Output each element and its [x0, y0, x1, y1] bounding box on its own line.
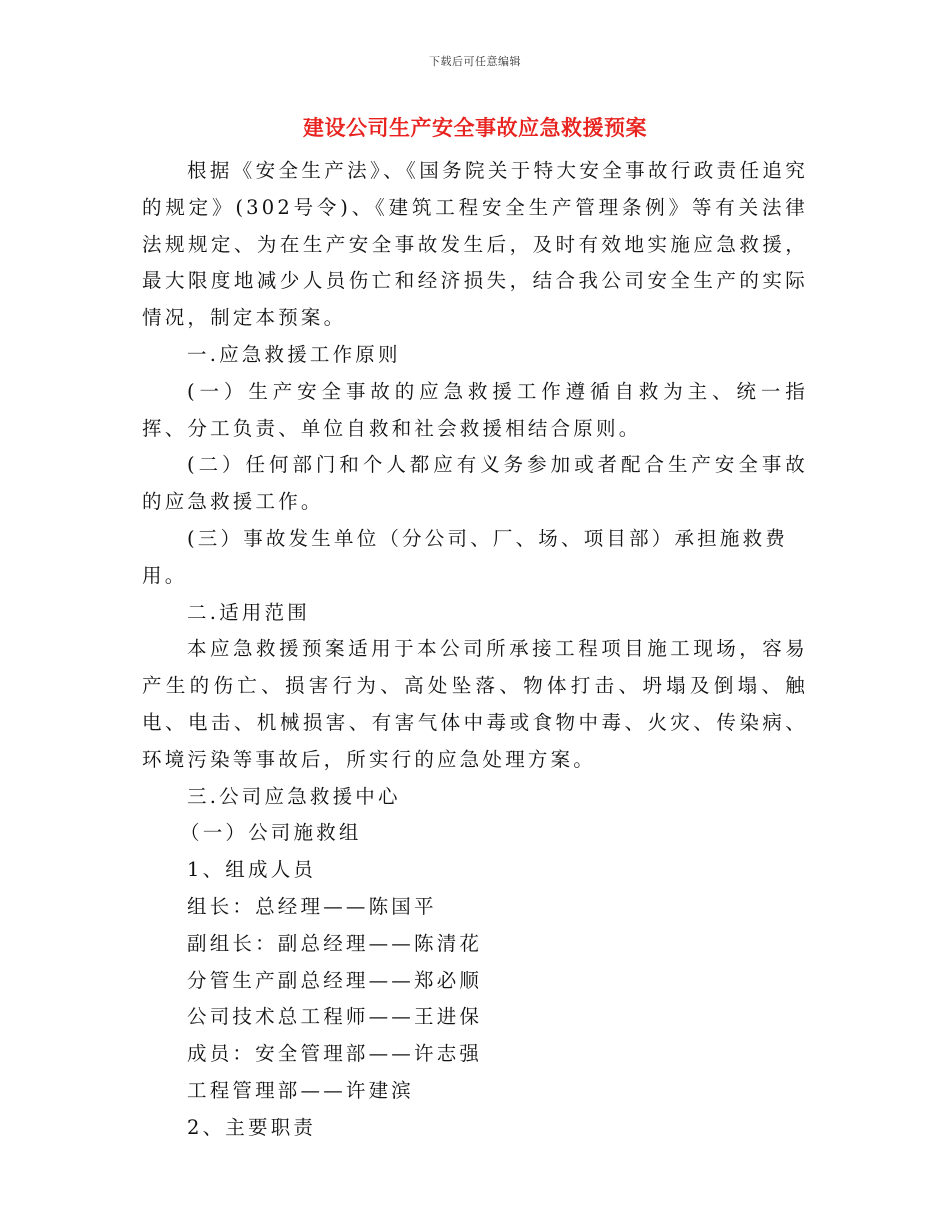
section-heading-center: 三.公司应急救援中心: [187, 784, 401, 808]
member-leader: 组长：总经理——陈国平: [187, 894, 437, 918]
intro-paragraph: 根据《安全生产法》、《国务院关于特大安全事故行政责任追究的规定》(302号令)、《建筑工程安全生产管理条例》等有关法律法规规定、为在生产安全事故发生后，及时有效地实施应急救援，最大限度地减少人员伤亡和经济损失，结合我公司安全生产的实际情况，制定本预案。: [142, 159, 808, 330]
document-body: [142, 153, 808, 1147]
principle-item-1: (一）生产安全事故的应急救援工作遵循自救为主、统一指挥、分工负责、单位自救和社会救援相结合原则。: [142, 379, 808, 440]
principle-item-2: (二）任何部门和个人都应有义务参加或者配合生产安全事故的应急救援工作。: [142, 453, 808, 514]
document-title: 建设公司生产安全事故应急救援预案: [303, 116, 647, 140]
scope-paragraph: 本应急救援预案适用于本公司所承接工程项目施工现场，容易产生的伤亡、损害行为、高处坠落、物体打击、坍塌及倒塌、触电、电击、机械损害、有害气体中毒或食物中毒、火灾、传染病、环境污染等事故后，所实行的应急处理方案。: [142, 637, 808, 771]
member-safety-dept: 成员：安全管理部——许志强: [187, 1042, 483, 1066]
header-note: 下载后可任意编辑: [429, 55, 521, 68]
list-item-members: 1、组成人员: [187, 858, 317, 882]
list-item-duties: 2、主要职责: [187, 1115, 317, 1139]
principle-item-3: (三）事故发生单位（分公司、厂、场、项目部）承担施救费用。: [142, 526, 789, 587]
subsection-rescue-group: （一）公司施救组: [180, 821, 362, 845]
member-deputy-leader: 副组长：副总经理——陈清花: [187, 931, 483, 955]
section-heading-scope: 二.适用范围: [187, 600, 310, 624]
member-engineering-dept: 工程管理部——许建滨: [187, 1078, 415, 1102]
member-chief-engineer: 公司技术总工程师——王进保: [187, 1005, 483, 1029]
section-heading-principles: 一.应急救援工作原则: [187, 342, 401, 366]
member-production-deputy: 分管生产副总经理——郑必顺: [187, 968, 483, 992]
